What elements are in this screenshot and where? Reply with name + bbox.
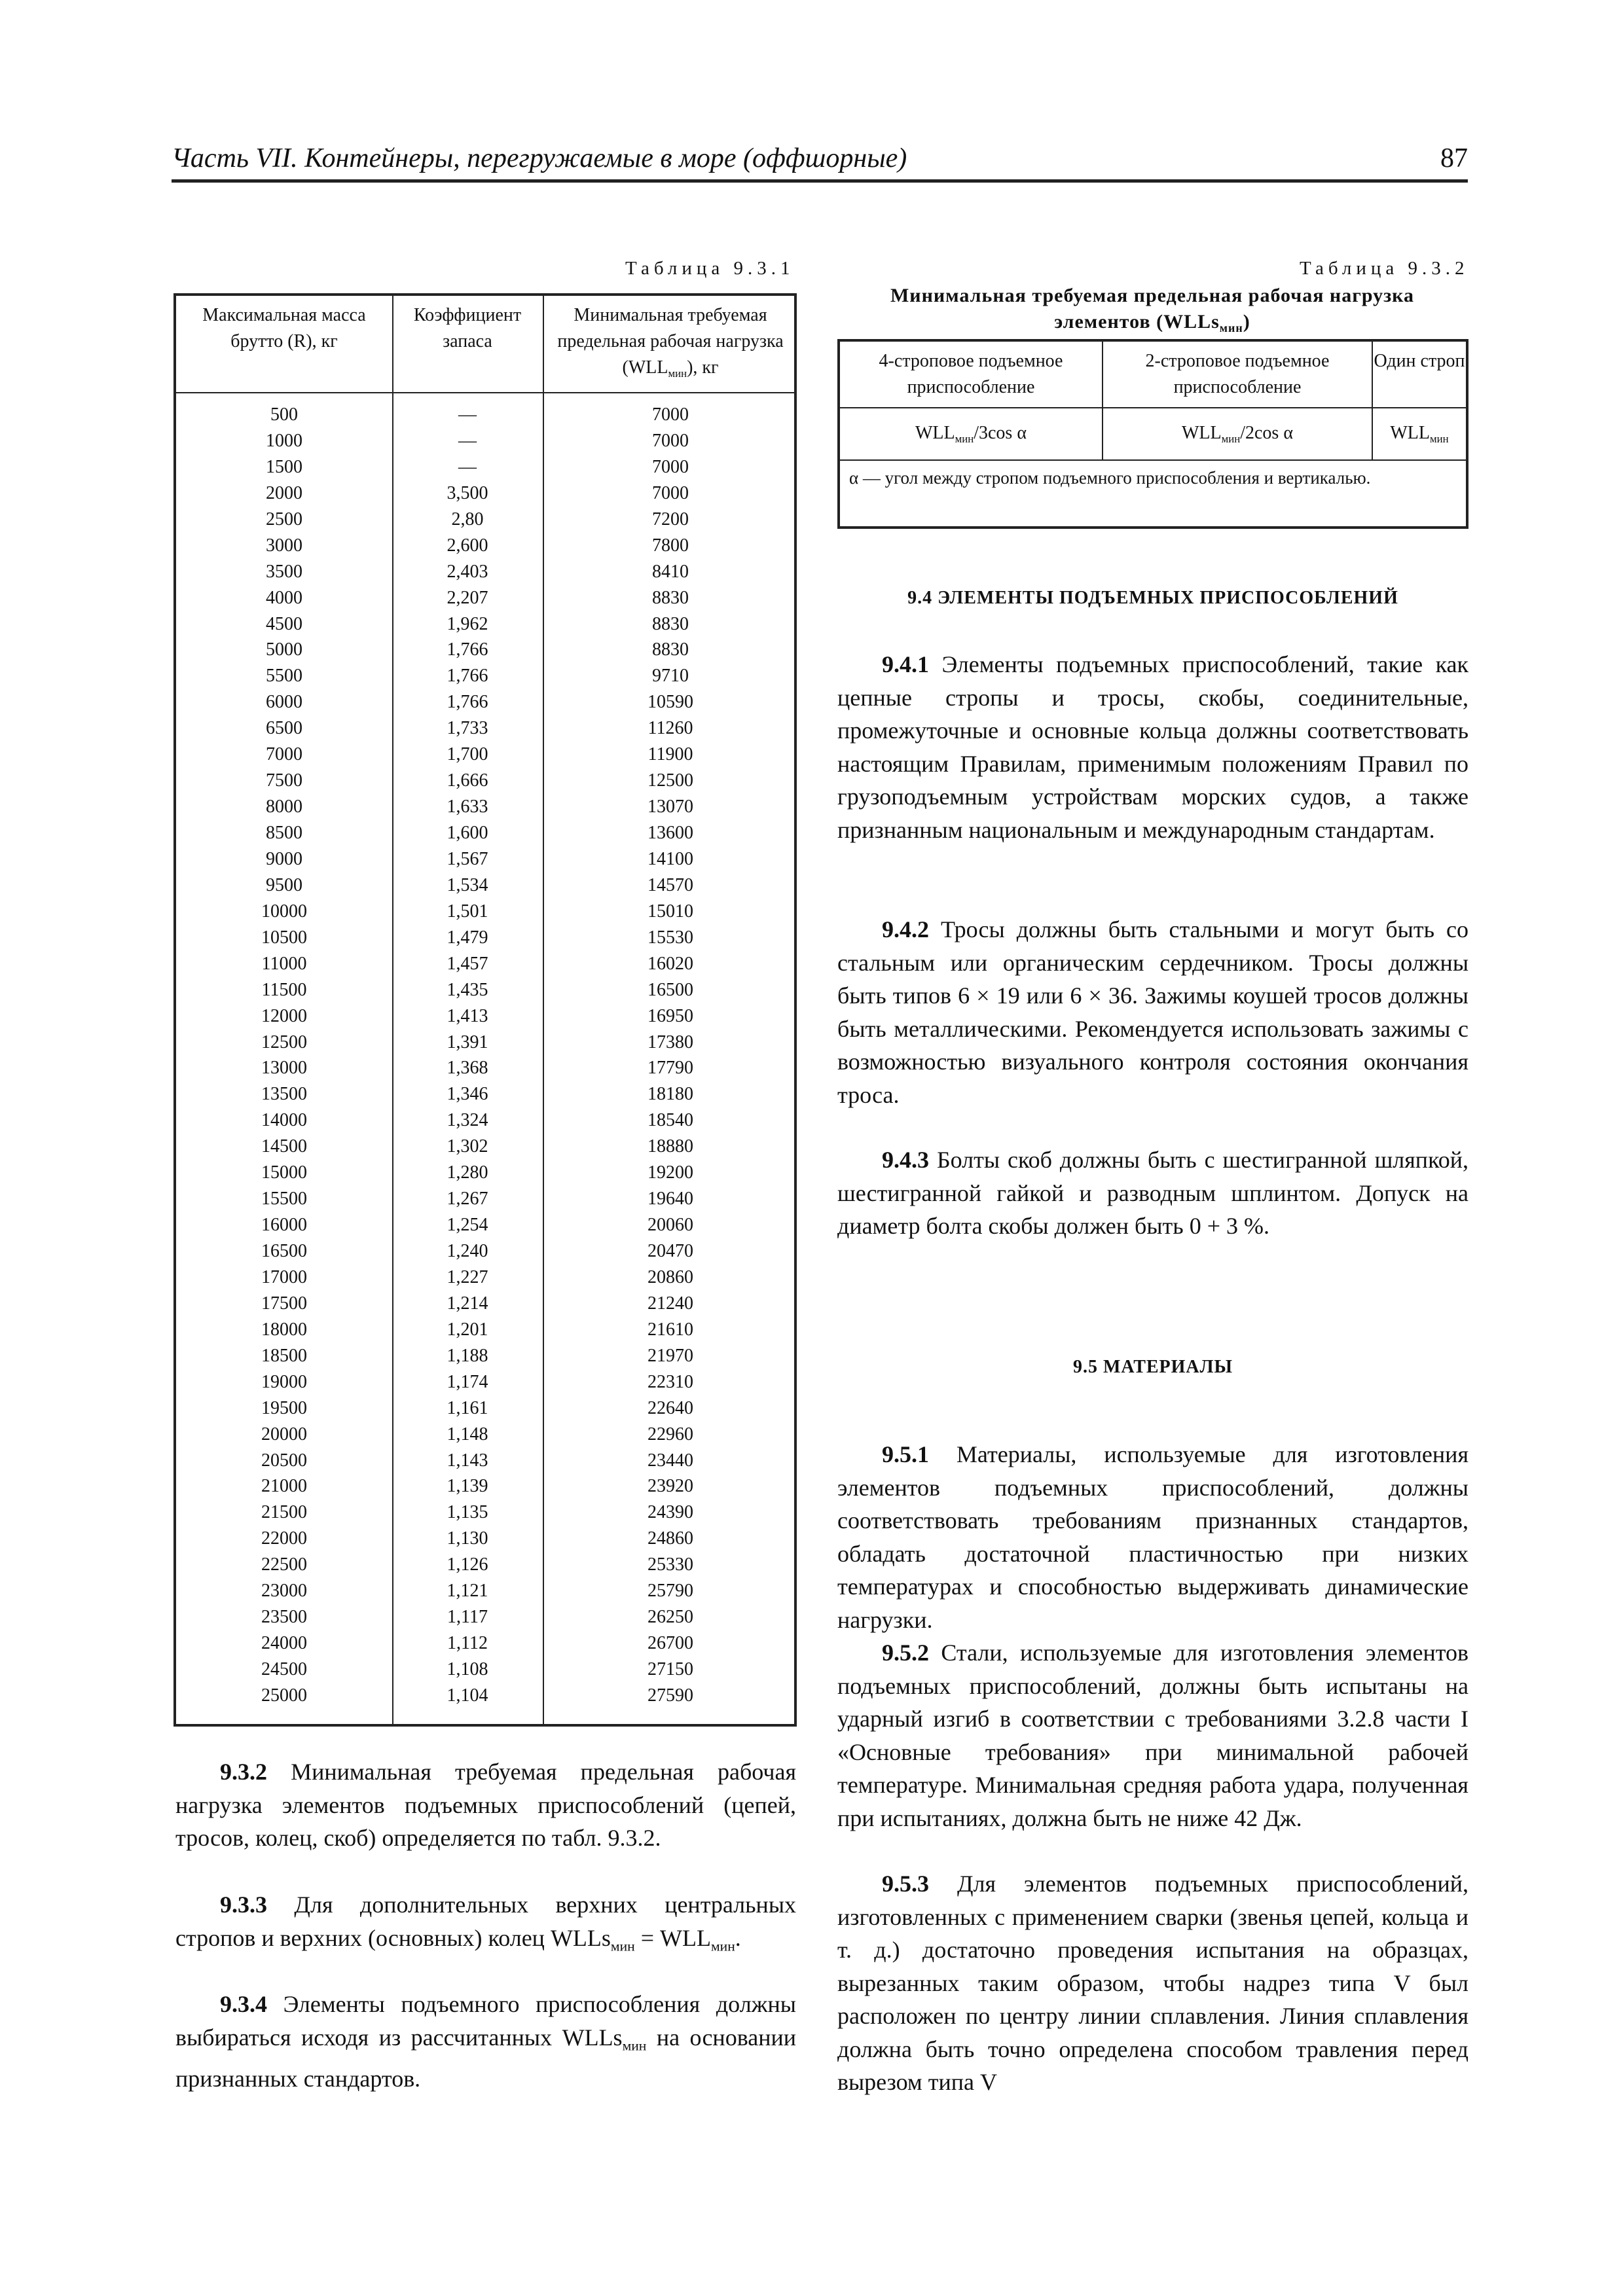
cell-gross-mass: 25000 [261,1685,307,1706]
cell-gross-mass: 3500 [266,561,302,582]
cell-safety-factor: 1,700 [447,744,488,765]
table-row [176,1657,794,1683]
table-row [176,611,794,637]
cell-gross-mass: 13000 [261,1058,307,1079]
table-row [176,1526,794,1552]
cell-safety-factor: 2,403 [447,561,488,582]
header-single-sling: Один строп [1374,351,1465,371]
table-row [176,899,794,925]
cell-min-wll: 16950 [647,1005,693,1026]
table-row [176,663,794,689]
table-row [176,1499,794,1526]
table-row [176,480,794,507]
cell-min-wll: 8410 [652,561,689,582]
table-row [176,1081,794,1107]
cell-min-wll: 20860 [647,1266,693,1287]
cell-min-wll: 7000 [652,430,689,451]
cell-min-wll: 25790 [647,1581,693,1602]
cell-safety-factor: — [458,404,477,425]
table-row [176,820,794,846]
table-row [176,1160,794,1186]
cell-safety-factor: 1,501 [447,901,488,922]
formula-4-sling: $WLL_{мин}/3\cos$ α [915,423,1027,445]
cell-gross-mass: 1500 [266,456,302,477]
cell-min-wll: 21970 [647,1345,693,1366]
cell-min-wll: 10590 [647,692,693,713]
row-divider [840,407,1466,408]
cell-gross-mass: 18000 [261,1319,307,1340]
cell-safety-factor: 1,633 [447,797,488,817]
cell-gross-mass: 24500 [261,1659,307,1679]
paragraph-9-4-2: 9.4.2 Тросы должны быть стальными и могут быть со стальным или органическим сердечником. Тросы должны быть типов 6 × 19 или 6 × 36. Зажимы коушей тросов должны быть металлическими. Рекомендуется использовать зажимы с возможностью визуального контроля состояния окончания троса. [837,916,1469,1108]
header-gross-mass: Максимальная масса брутто (R), кг [202,305,366,351]
cell-safety-factor: 1,324 [447,1110,488,1131]
cell-min-wll: 22310 [647,1371,693,1392]
cell-safety-factor: 1,214 [447,1293,488,1314]
cell-min-wll: 18540 [647,1110,693,1131]
table-row [176,1683,794,1709]
cell-min-wll: 26700 [647,1633,693,1654]
cell-gross-mass: 14000 [261,1110,307,1131]
cell-safety-factor: 1,600 [447,823,488,843]
cell-safety-factor: 1,240 [447,1241,488,1261]
cell-gross-mass: 4000 [266,587,302,608]
running-title: Часть VII. Контейнеры, перегружаемые в море (оффшорные) [172,143,907,173]
table-row [176,1003,794,1030]
cell-safety-factor: 1,534 [447,874,488,895]
cell-gross-mass: 7000 [266,744,302,765]
cell-min-wll: 23920 [647,1476,693,1497]
cell-gross-mass: 23500 [261,1607,307,1628]
cell-safety-factor: 1,126 [447,1554,488,1575]
paragraph-9-4-1: 9.4.1 Элементы подъемных приспособлений, такие как цепные стропы и тросы, скобы, соединительные, промежуточные и основные кольца должны соответствовать настоящим Правилам, применимым положениям Правил по грузоподъемным устройствам морских судов, а также признанным национальным и международным стандартам. [837,651,1468,843]
cell-gross-mass: 15500 [261,1189,307,1210]
table-row [176,1317,794,1343]
cell-gross-mass: 16000 [261,1215,307,1236]
cell-safety-factor: 1,346 [447,1084,488,1105]
cell-min-wll: 20470 [647,1241,693,1261]
cell-safety-factor: 1,161 [447,1397,488,1418]
table-row [176,1552,794,1578]
cell-safety-factor: 1,962 [447,613,488,634]
cell-min-wll: 14100 [647,848,693,869]
cell-min-wll: 24860 [647,1528,693,1549]
table-row [176,637,794,663]
cell-min-wll: 26250 [647,1607,693,1628]
table-row [176,794,794,820]
table-9-3-2-caption: Таблица 9.3.2 [1300,258,1469,279]
table-row [176,1212,794,1238]
cell-min-wll: 13070 [647,797,693,817]
cell-gross-mass: 18500 [261,1345,307,1366]
paragraph-9-5-1: 9.5.1 Материалы, используемые для изготовления элементов подъемных приспособлений, должны соответствовать требованиям признанных стандартов, обладать достаточной пластичностью при низких температурах и способностью выдерживать динамические нагрузки. [837,1441,1469,1633]
cell-gross-mass: 21000 [261,1476,307,1497]
cell-gross-mass: 15000 [261,1162,307,1183]
paragraph-9-5-3: 9.5.3 Для элементов подъемных приспособлений, изготовленных с применением сварки (звенья цепей, кольца и т. д.) достаточно проведения испытания на образцах, вырезанных таким образом, чтобы надрез типа V был расположен по центру линии сплавления. Линия сплавления должна быть точно определена способом травления перед вырезом типа V [837,1871,1469,2095]
cell-min-wll: 19640 [647,1189,693,1210]
cell-gross-mass: 11500 [261,979,307,1000]
table-9-3-2-title: Минимальная требуемая предельная рабочая нагрузка элементов (WLLs$_{мин}$) [890,285,1415,334]
cell-min-wll: 9710 [652,666,689,687]
cell-min-wll: 25330 [647,1554,693,1575]
cell-safety-factor: 1,567 [447,848,488,869]
cell-safety-factor: 1,112 [447,1633,488,1654]
table-row [176,1369,794,1395]
section-heading-9-4: 9.4 ЭЛЕМЕНТЫ ПОДЪЕМНЫХ ПРИСПОСОБЛЕНИЙ [907,588,1398,608]
table-row [176,1291,794,1317]
cell-min-wll: 12500 [647,770,693,791]
table-row [176,559,794,585]
cell-min-wll: 8830 [652,587,689,608]
cell-safety-factor: 1,104 [447,1685,488,1706]
table-row [176,1448,794,1474]
cell-gross-mass: 9500 [266,874,302,895]
cell-safety-factor: 1,413 [447,1005,488,1026]
cell-min-wll: 17380 [647,1031,693,1052]
cell-safety-factor: 1,130 [447,1528,488,1549]
cell-gross-mass: 500 [270,404,298,425]
table-row [176,1186,794,1212]
cell-gross-mass: 17000 [261,1266,307,1287]
formula-2-sling: $WLL_{мин}/2\cos$ α [1181,423,1293,445]
cell-safety-factor: — [458,430,477,451]
cell-min-wll: 27150 [647,1659,693,1679]
table-row [176,428,794,454]
cell-min-wll: 24390 [647,1502,693,1523]
cell-safety-factor: 1,135 [447,1502,488,1523]
cell-min-wll: 21240 [647,1293,693,1314]
paragraph-9-3-3: 9.3.3 Для дополнительных верхних центральных стропов и верхних (основных) колец WLLs$_{мин}$ = $WLL_{мин}$. [175,1892,797,1954]
table-row [176,768,794,794]
cell-safety-factor: 1,280 [447,1162,488,1183]
cell-safety-factor: 2,207 [447,587,488,608]
cell-min-wll: 27590 [647,1685,693,1706]
cell-safety-factor: 1,766 [447,692,488,713]
cell-safety-factor: 1,227 [447,1266,488,1287]
cell-gross-mass: 22500 [261,1554,307,1575]
cell-gross-mass: 5000 [266,639,302,660]
table-row [176,1343,794,1369]
cell-min-wll: 7000 [652,482,689,503]
cell-gross-mass: 17500 [261,1293,307,1314]
table-row [176,977,794,1003]
cell-gross-mass: 6500 [266,718,302,739]
paragraph-9-5-2: 9.5.2 Стали, используемые для изготовления элементов подъемных приспособлений, должны быть испытаны на ударный изгиб в соответствии с требованиями 3.2.8 части I «Основные требования» при минимальной рабочей температуре. Минимальная средняя работа удара, полученная при испытаниях, должна быть не ниже 42 Дж. [837,1640,1468,1831]
table-row [176,925,794,951]
cell-min-wll: 11900 [647,744,693,765]
cell-min-wll: 23440 [647,1450,693,1471]
formula-single-sling: $WLL_{мин}$ [1390,423,1449,445]
table-row [176,1630,794,1657]
cell-gross-mass: 20500 [261,1450,307,1471]
table-row [176,1604,794,1630]
cell-min-wll: 18180 [647,1084,693,1105]
cell-min-wll: 18880 [647,1136,693,1157]
cell-gross-mass: 19000 [261,1371,307,1392]
cell-safety-factor: 1,121 [447,1581,488,1602]
cell-min-wll: 20060 [647,1215,693,1236]
cell-gross-mass: 10000 [261,901,307,922]
table-9-3-1 [173,293,797,1727]
cell-safety-factor: 1,435 [447,979,488,1000]
paragraph-9-3-4: 9.3.4 Элементы подъемного приспособления должны выбираться исходя из рассчитанных WLLs$_{мин}$ на основании признанных стандартов. [175,1991,797,2092]
cell-min-wll: 22640 [647,1397,693,1418]
table-note: α — угол между стропом подъемного приспособления и вертикалью. [849,468,1371,488]
cell-gross-mass: 19500 [261,1397,307,1418]
cell-gross-mass: 9000 [266,848,302,869]
cell-gross-mass: 16500 [261,1241,307,1261]
cell-safety-factor: 1,457 [447,953,488,974]
cell-safety-factor: 2,80 [451,509,484,529]
table-row [176,533,794,559]
cell-min-wll: 15530 [647,927,693,948]
cell-safety-factor: 1,368 [447,1058,488,1079]
table-row [176,1107,794,1134]
cell-safety-factor: 1,766 [447,666,488,687]
paragraph-9-3-2: 9.3.2 Минимальная требуемая предельная рабочая нагрузка элементов подъемных приспособлений (цепей, тросов, колец, скоб) определяется по табл. 9.3.2. [175,1759,796,1851]
cell-gross-mass: 2500 [266,509,302,529]
table-row [176,1265,794,1291]
cell-safety-factor: 1,143 [447,1450,488,1471]
cell-min-wll: 17790 [647,1058,693,1079]
cell-safety-factor: 1,139 [447,1476,488,1497]
cell-gross-mass: 6000 [266,692,302,713]
table-body [176,402,794,1709]
cell-safety-factor: 1,148 [447,1424,488,1444]
cell-gross-mass: 20000 [261,1424,307,1444]
cell-gross-mass: 4500 [266,613,302,634]
cell-safety-factor: 1,302 [447,1136,488,1157]
table-row [176,1395,794,1422]
table-row [176,742,794,768]
section-heading-9-5: 9.5 МАТЕРИАЛЫ [1073,1357,1233,1377]
table-row [176,1055,794,1081]
table-9-3-2 [837,339,1468,529]
cell-gross-mass: 1000 [266,430,302,451]
cell-gross-mass: 2000 [266,482,302,503]
cell-min-wll: 21610 [647,1319,693,1340]
cell-min-wll: 8830 [652,613,689,634]
table-row [176,1030,794,1056]
table-row [176,585,794,611]
table-row [176,1578,794,1604]
table-row [176,454,794,480]
cell-min-wll: 14570 [647,874,693,895]
cell-safety-factor: 1,201 [447,1319,488,1340]
cell-safety-factor: 1,267 [447,1189,488,1210]
cell-safety-factor: 1,479 [447,927,488,948]
cell-min-wll: 7000 [652,456,689,477]
cell-min-wll: 7200 [652,509,689,529]
cell-safety-factor: 1,174 [447,1371,488,1392]
cell-safety-factor: 1,117 [447,1607,488,1628]
cell-safety-factor: 3,500 [447,482,488,503]
page-number: 87 [1440,143,1468,173]
table-row [176,689,794,715]
cell-safety-factor: 1,254 [447,1215,488,1236]
cell-gross-mass: 8500 [266,823,302,843]
header-safety-factor: Коэффициент запаса [413,305,522,351]
table-row [176,1473,794,1499]
header-4-sling: 4-строповое подъемное приспособление [879,351,1063,397]
cell-min-wll: 11260 [647,718,693,739]
paragraph-9-4-3: 9.4.3 Болты скоб должны быть с шестигранной шляпкой, шестигранной гайкой и разводным шплинтом. Допуск на диаметр болта скобы должен быть 0 + 3 %. [837,1147,1469,1239]
cell-min-wll: 16020 [647,953,693,974]
cell-gross-mass: 10500 [261,927,307,948]
table-row [176,951,794,977]
table-9-3-1-caption: Таблица 9.3.1 [625,258,795,279]
table-row [176,846,794,872]
cell-gross-mass: 24000 [261,1633,307,1654]
cell-safety-factor: 2,600 [447,535,488,556]
table-row [176,872,794,899]
cell-safety-factor: 1,733 [447,718,488,739]
page-header [172,139,1468,183]
cell-min-wll: 7000 [652,404,689,425]
cell-safety-factor: 1,766 [447,639,488,660]
cell-gross-mass: 12000 [261,1005,307,1026]
table-row [176,715,794,742]
cell-safety-factor: 1,108 [447,1659,488,1679]
cell-min-wll: 15010 [647,901,693,922]
cell-safety-factor: 1,666 [447,770,488,791]
cell-gross-mass: 11000 [261,953,307,974]
cell-safety-factor: — [458,456,477,477]
cell-gross-mass: 12500 [261,1031,307,1052]
cell-safety-factor: 1,188 [447,1345,488,1366]
table-row [176,1238,794,1265]
cell-gross-mass: 8000 [266,797,302,817]
row-divider [840,459,1466,461]
cell-gross-mass: 14500 [261,1136,307,1157]
table-row [176,1422,794,1448]
table-row [176,402,794,428]
cell-min-wll: 22960 [647,1424,693,1444]
cell-gross-mass: 5500 [266,666,302,687]
cell-min-wll: 13600 [647,823,693,843]
header-min-wll: Минимальная требуемая предельная рабочая нагрузка $(WLL_{мин})$, кг [557,305,784,380]
header-2-sling: 2-строповое подъемное приспособление [1145,351,1330,397]
cell-gross-mass: 21500 [261,1502,307,1523]
cell-gross-mass: 13500 [261,1084,307,1105]
header-divider [176,392,794,393]
table-row [176,1134,794,1160]
cell-gross-mass: 7500 [266,770,302,791]
cell-gross-mass: 22000 [261,1528,307,1549]
cell-min-wll: 8830 [652,639,689,660]
cell-safety-factor: 1,391 [447,1031,488,1052]
cell-min-wll: 16500 [647,979,693,1000]
cell-gross-mass: 3000 [266,535,302,556]
cell-gross-mass: 23000 [261,1581,307,1602]
cell-min-wll: 19200 [647,1162,693,1183]
table-row [176,507,794,533]
cell-min-wll: 7800 [652,535,689,556]
